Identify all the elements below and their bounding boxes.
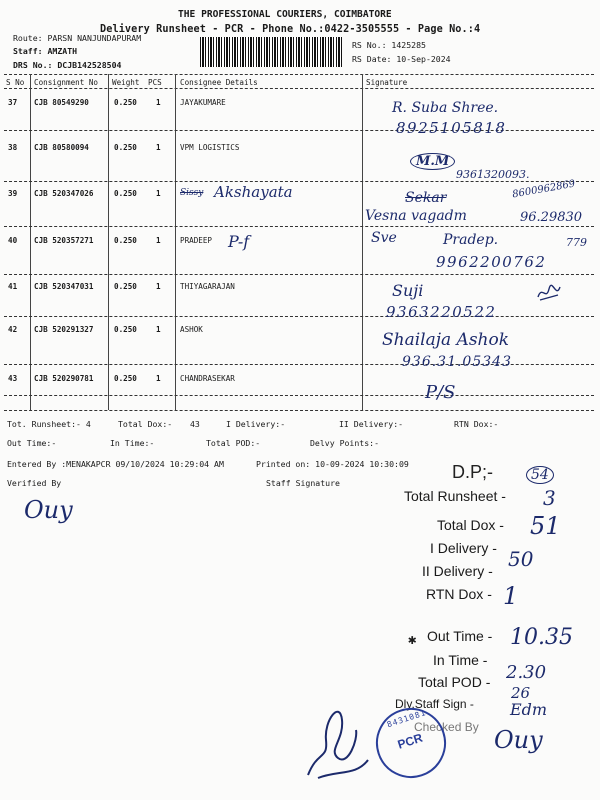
total-dox-label: Total Dox:- (118, 419, 173, 429)
row-rule (4, 226, 594, 227)
col-divider (108, 74, 109, 410)
row-pcs: 1 (156, 282, 161, 291)
header-sno: S No (6, 78, 25, 87)
stamp-out-time-label: Out Time - (427, 628, 493, 644)
signature-row41-phone: 9363220522 (386, 303, 497, 321)
row-consignee: ASHOK (180, 325, 203, 334)
signature-row38-phone: 9361320093. (456, 168, 530, 181)
signature-row41-scribble (536, 283, 562, 303)
signature-row39-extra-number: 96.29830 (520, 210, 583, 225)
signature-row39-extra: Vesna vagadm (365, 208, 467, 224)
signature-row40-extra: 779 (566, 236, 587, 249)
stamp-i-delivery-label: I Delivery - (430, 540, 497, 556)
row-consignment: CJB 520357271 (34, 236, 94, 245)
table-bottom-rule (4, 410, 594, 411)
row-consignment: CJB 520347031 (34, 282, 94, 291)
stamp-rtn-dox-label: RTN Dox - (426, 586, 492, 602)
stamp-total-pod-label: Total POD - (418, 674, 491, 690)
row-weight: 0.250 (114, 189, 137, 198)
rtn-dox-label: RTN Dox:- (454, 419, 499, 429)
staff-signature-label: Staff Signature (266, 478, 340, 488)
row-sno: 37 (8, 98, 18, 107)
staff-label: Staff: AMZATH (13, 46, 78, 56)
row-pcs: 1 (156, 236, 161, 245)
stamp-staff-sign-label: Dly.Staff Sign - (395, 697, 474, 711)
rs-number: RS No.: 1425285 (352, 40, 426, 50)
table-header-rule (4, 88, 594, 89)
row-sno: 39 (8, 189, 18, 198)
runsheet-title: Delivery Runsheet - PCR - Phone No.:0422-3505555 - Page No.:4 (100, 24, 481, 35)
row-sno: 40 (8, 236, 18, 245)
row-consignment: CJB 80549290 (34, 98, 89, 107)
stamp-total-runsheet-value: 3 (543, 486, 556, 510)
stamp-total-runsheet-label: Total Runsheet - (404, 488, 506, 504)
table-top-rule (4, 74, 594, 75)
header-pcs: PCS (148, 78, 162, 87)
row-rule (4, 316, 594, 317)
stamp-brand-text: PCR (395, 730, 425, 752)
signature-row41-name: Suji (392, 281, 424, 300)
company-name: THE PROFESSIONAL COURIERS, COIMBATORE (178, 9, 392, 20)
stamp-out-time-value: 10.35 (510, 625, 573, 650)
row-rule (4, 274, 594, 275)
ii-delivery-label: II Delivery:- (339, 419, 404, 429)
row-pcs: 1 (156, 98, 161, 107)
col-divider (362, 74, 363, 410)
col-divider (30, 74, 31, 410)
signature-row40-phone: 9962200762 (436, 253, 547, 271)
dp-value: 54 (526, 466, 554, 484)
row-pcs: 1 (156, 189, 161, 198)
stamp-ii-delivery-label: II Delivery - (422, 563, 493, 579)
signature-row39-phone: 8600962869 (511, 178, 577, 201)
row-consignment: CJB 80580094 (34, 143, 89, 152)
stamp-checked-by-label: Checked By (414, 720, 479, 734)
header-signature: Signature (366, 78, 408, 87)
row-pcs: 1 (156, 325, 161, 334)
stamp-checked-by-value: Ouy (494, 726, 543, 754)
stamp-in-time-value: 2.30 (506, 662, 547, 683)
signature-row43-mark: P/S (425, 382, 456, 403)
row-weight: 0.250 (114, 325, 137, 334)
route-label: Route: PARSN NANJUNDAPURAM (13, 33, 142, 43)
signature-row40-prefix: Sve (371, 230, 397, 246)
row-sno: 38 (8, 143, 18, 152)
row-weight: 0.250 (114, 374, 137, 383)
row-sno: 42 (8, 325, 18, 334)
row-consignment: CJB 520291327 (34, 325, 94, 334)
signature-row37-name: R. Suba Shree. (392, 100, 499, 116)
row-consignee: JAYAKUMARE (180, 98, 226, 107)
stamp-rtn-dox-value: 1 (503, 582, 519, 610)
header-consignment: Consignment No (34, 78, 99, 87)
asterisk-icon: ✱ (408, 632, 417, 648)
row39-struck-text: Sissy (180, 188, 204, 198)
header-weight: Weight (112, 78, 140, 87)
row-pcs: 1 (156, 143, 161, 152)
barcode (200, 37, 342, 67)
drs-number: DRS No.: DCJB142528504 (13, 60, 122, 70)
signature-row39: Sekar (405, 190, 447, 206)
header-consignee: Consignee Details (180, 78, 258, 87)
total-dox-value: 43 (190, 419, 200, 429)
row-consignee: THIYAGARAJAN (180, 282, 235, 291)
stamp-staff-sign-value: Edm (510, 700, 548, 719)
company-stamp (367, 699, 455, 787)
row-consignee: VPM LOGISTICS (180, 143, 240, 152)
signature-row42-phone: 936.31.05343 (402, 354, 512, 370)
row40-handwritten-sign: P-f (228, 232, 250, 251)
stamp-total-pod-value: 26 (511, 684, 531, 702)
row-sno: 43 (8, 374, 18, 383)
row-consignee: PRADEEP (180, 236, 213, 245)
row-pcs: 1 (156, 374, 161, 383)
stamp-in-time-label: In Time - (433, 652, 488, 668)
stamp-total-dox-value: 51 (530, 512, 561, 540)
delivery-points-label: Delvy Points:- (310, 438, 380, 448)
stamp-total-dox-label: Total Dox - (437, 517, 504, 533)
row-consignment: CJB 520290781 (34, 374, 94, 383)
row-consignment: CJB 520347026 (34, 189, 94, 198)
signature-row42-name: Shailaja Ashok (382, 330, 510, 350)
dp-label: D.P;- (452, 462, 494, 482)
signature-row38-initials: M.M (410, 153, 455, 170)
rs-date: RS Date: 10-Sep-2024 (352, 54, 451, 64)
entered-by: Entered By :MENAKAPCR 09/10/2024 10:29:04 AM (7, 459, 224, 469)
signature-row40-name: Pradep. (443, 232, 499, 248)
row-sno: 41 (8, 282, 18, 291)
row-weight: 0.250 (114, 236, 137, 245)
row-weight: 0.250 (114, 143, 137, 152)
row-rule (4, 395, 594, 396)
row-weight: 0.250 (114, 282, 137, 291)
total-runsheet: Tot. Runsheet:- 4 (7, 419, 91, 429)
in-time-label: In Time:- (110, 438, 155, 448)
stamp-digits: 8431081 (385, 708, 428, 730)
staff-signature-scribble (298, 690, 378, 785)
printed-on: Printed on: 10-09-2024 10:30:09 (256, 459, 409, 469)
row-consignee: CHANDRASEKAR (180, 374, 235, 383)
out-time-label: Out Time:- (7, 438, 57, 448)
col-divider (175, 74, 176, 410)
verified-by-signature: Ouy (24, 496, 73, 524)
signature-row37-phone: 8925105818 (396, 119, 507, 137)
row-weight: 0.250 (114, 98, 137, 107)
row-rule (4, 181, 594, 182)
total-pod-label: Total POD:- (206, 438, 261, 448)
row39-handwritten-name: Akshayata (214, 183, 293, 201)
i-delivery-label: I Delivery:- (226, 419, 286, 429)
stamp-i-delivery-value: 50 (508, 547, 534, 571)
verified-by-label: Verified By (7, 478, 62, 488)
